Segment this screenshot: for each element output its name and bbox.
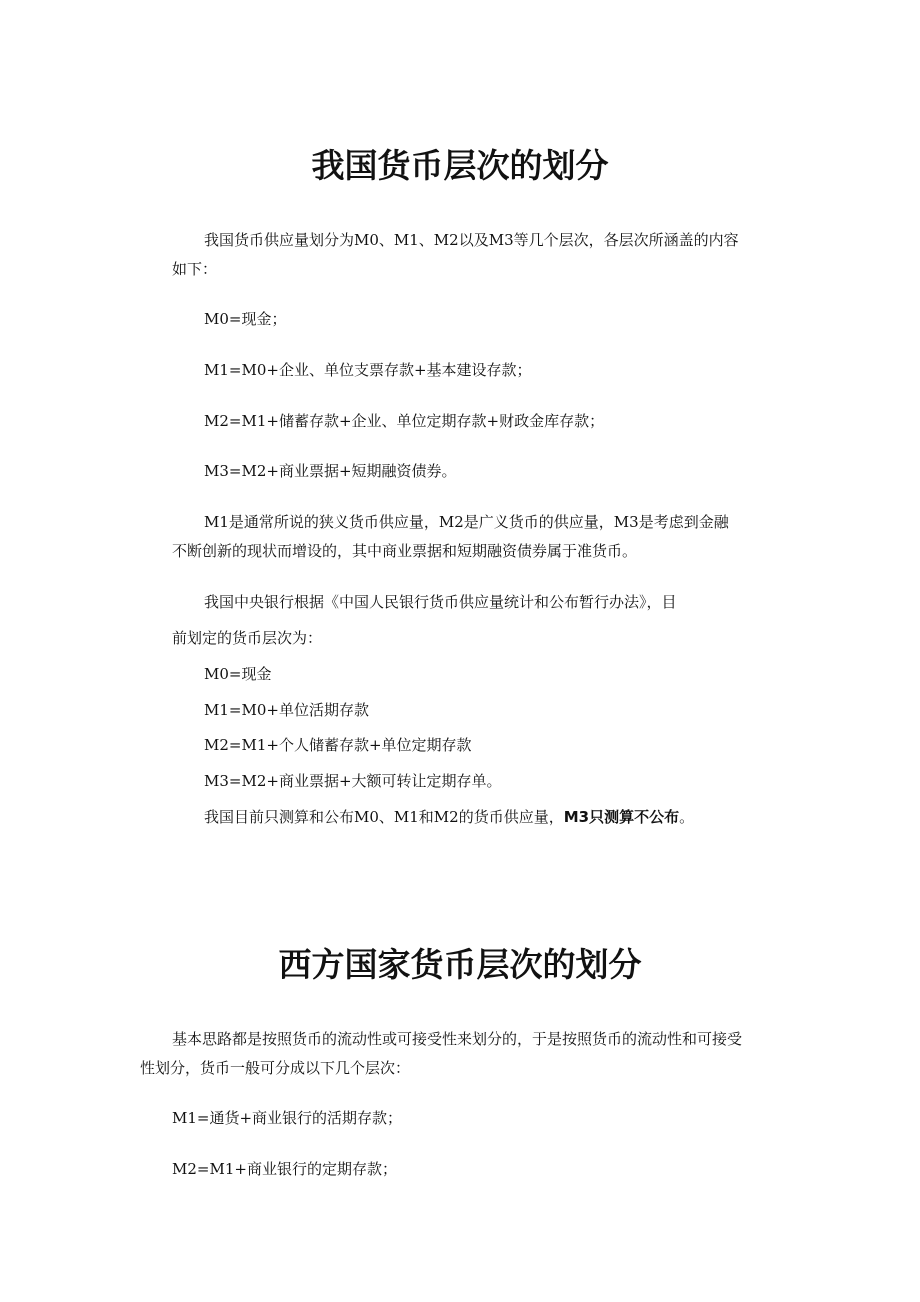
section2-intro-line1: 基本思路都是按照货币的流动性或可接受性来划分的，于是按照货币的流动性和可接受	[172, 1030, 743, 1048]
pboc-m2: M2=M1+个人储蓄存款+单位定期存款	[204, 736, 472, 754]
formula-m0: M0=现金；	[204, 310, 287, 328]
section2-m1: M1=通货+商业银行的活期存款；	[172, 1109, 403, 1127]
pboc-line1: 我国中央银行根据《中国人民银行货币供应量统计和公布暂行办法》，目	[204, 593, 677, 611]
explain-line2: 不断创新的现状而增设的，其中商业票据和短期融资债券属于准货币。	[172, 542, 638, 560]
section1-title: 我国货币层次的划分	[311, 146, 609, 185]
publish-text: 我国目前只测算和公布M0、M1和M2的货币供应量，	[204, 808, 564, 826]
publish-bold: M3只测算不公布	[563, 808, 680, 826]
section1-intro-line2: 如下：	[172, 260, 218, 278]
section2-m2: M2=M1+商业银行的定期存款；	[172, 1160, 397, 1178]
formula-m2: M2=M1+储蓄存款+企业、单位定期存款+财政金库存款；	[204, 412, 605, 430]
section2-intro-line2: 性划分，货币一般可分成以下几个层次：	[140, 1059, 411, 1077]
explain-line1: M1是通常所说的狭义货币供应量，M2是广义货币的供应量，M3是考虑到金融	[204, 513, 729, 531]
section2-title: 西方国家货币层次的划分	[278, 945, 642, 984]
pboc-m0: M0=现金	[204, 665, 272, 683]
pboc-line2: 前划定的货币层次为：	[172, 629, 323, 647]
formula-m3: M3=M2+商业票据+短期融资债券。	[204, 462, 457, 480]
section1-intro-line1: 我国货币供应量划分为M0、M1、M2以及M3等几个层次，各层次所涵盖的内容	[204, 231, 739, 249]
formula-m1: M1=M0+企业、单位支票存款+基本建设存款；	[204, 361, 532, 379]
publish-end: 。	[679, 808, 695, 826]
pboc-m1: M1=M0+单位活期存款	[204, 701, 369, 719]
pboc-m3: M3=M2+商业票据+大额可转让定期存单。	[204, 772, 502, 790]
publish-note	[204, 807, 694, 827]
